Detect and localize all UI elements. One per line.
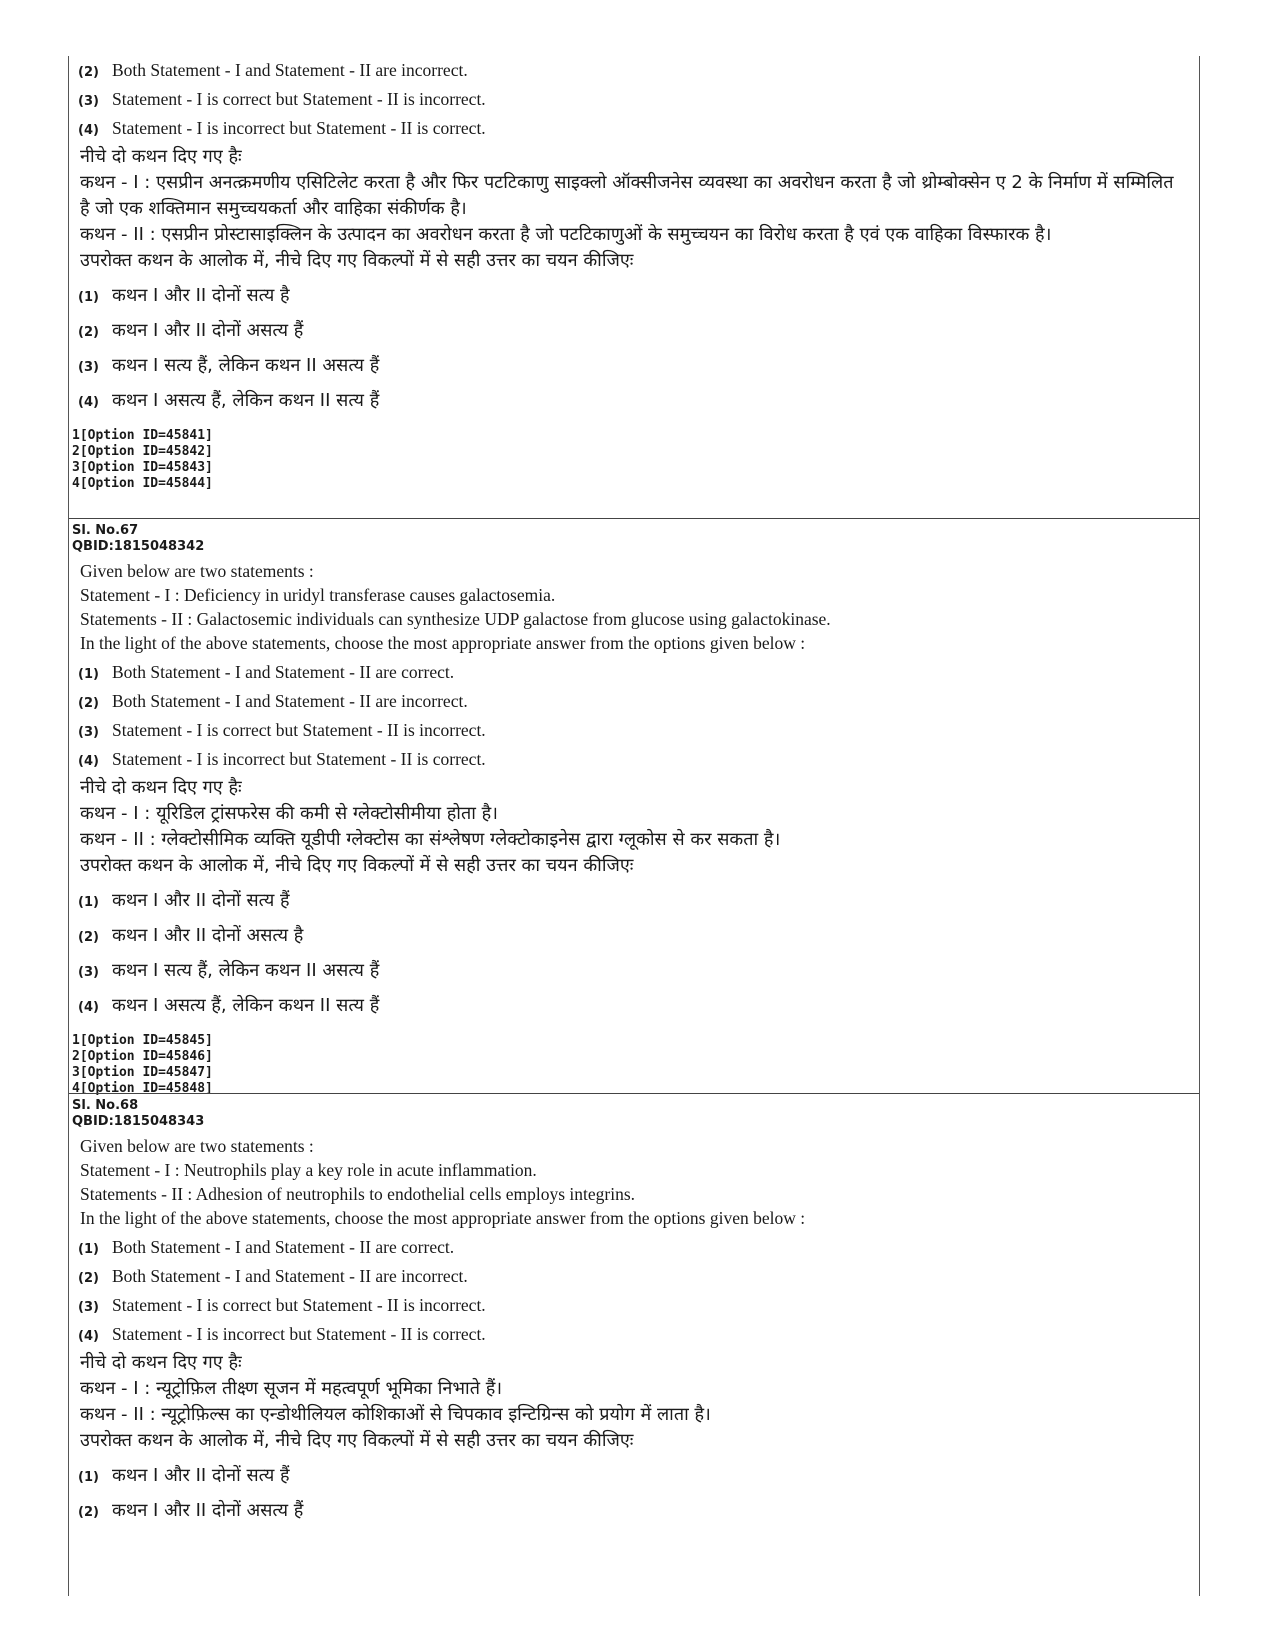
- option-en: (1) Both Statement - I and Statement - II are correct.: [78, 1237, 455, 1257]
- option-hi: (4) कथन I असत्य हैं, लेकिन कथन II सत्य हैं: [78, 390, 380, 411]
- option-hi: (3) कथन I सत्य हैं, लेकिन कथन II असत्य हैं: [78, 355, 380, 376]
- statement-2-hi: कथन - II : न्यूट्रोफ़िल्स का एन्डोथीलियल कोशिकाओं से चिपकाव इन्टिग्रिन्स को प्रयोग में लाता है।: [80, 1404, 711, 1425]
- serial-number: Sl. No.68: [72, 1098, 139, 1113]
- question-divider: [69, 1093, 1199, 1094]
- choose-hi: उपरोक्त कथन के आलोक में, नीचे दिए गए विकल्पों में से सही उत्तर का चयन कीजिएः: [80, 855, 634, 876]
- option-en: (4) Statement - I is incorrect but Statement - II is correct.: [78, 118, 486, 138]
- option-hi: (2) कथन I और II दोनों असत्य हैं: [78, 320, 304, 341]
- statement-2-en: Statements - II : Galactosemic individuals can synthesize UDP galactose from glucose using galactokinase.: [80, 609, 831, 629]
- option-hi: (1) कथन I और II दोनों सत्य है: [78, 285, 290, 306]
- statement-1-hi: कथन - I : यूरिडिल ट्रांसफरेस की कमी से ग्लेक्टोसीमीया होता है।: [80, 803, 498, 824]
- qbid: QBID:1815048343: [72, 1114, 205, 1129]
- intro-en: Given below are two statements :: [80, 561, 314, 581]
- choose-hi: उपरोक्त कथन के आलोक में, नीचे दिए गए विकल्पों में से सही उत्तर का चयन कीजिएः: [80, 250, 634, 271]
- choose-en: In the light of the above statements, choose the most appropriate answer from the options given below :: [80, 633, 806, 653]
- question-divider: [69, 518, 1199, 519]
- intro-en: Given below are two statements :: [80, 1136, 314, 1156]
- question-67: [69, 523, 1199, 1097]
- option-en: (3) Statement - I is correct but Statement - II is incorrect.: [78, 89, 486, 109]
- option-en: (4) Statement - I is incorrect but Statement - II is correct.: [78, 749, 486, 769]
- qbid: QBID:1815048342: [72, 539, 205, 554]
- option-hi: (1) कथन I और II दोनों सत्य हैं: [78, 1465, 290, 1486]
- option-id: 4[Option ID=45844]: [72, 476, 213, 491]
- statement-1-en: Statement - I : Deficiency in uridyl transferase causes galactosemia.: [80, 585, 556, 605]
- statement-1-hi: कथन - I : न्यूट्रोफ़िल तीक्ष्ण सूजन में महत्वपूर्ण भूमिका निभाते हैं।: [80, 1378, 503, 1399]
- option-id: 1[Option ID=45841]: [72, 428, 213, 443]
- option-hi: (3) कथन I सत्य हैं, लेकिन कथन II असत्य हैं: [78, 960, 380, 981]
- question-sheet: [68, 56, 1200, 1596]
- option-en: (3) Statement - I is correct but Statement - II is incorrect.: [78, 720, 486, 740]
- statement-1-en: Statement - I : Neutrophils play a key role in acute inflammation.: [80, 1160, 537, 1180]
- intro-hi: नीचे दो कथन दिए गए हैः: [80, 146, 242, 167]
- option-en: (2) Both Statement - I and Statement - II are incorrect.: [78, 60, 468, 80]
- statement-2-en: Statements - II : Adhesion of neutrophils to endothelial cells employs integrins.: [80, 1184, 636, 1204]
- option-hi: (4) कथन I असत्य हैं, लेकिन कथन II सत्य हैं: [78, 995, 380, 1016]
- option-en: (1) Both Statement - I and Statement - II are correct.: [78, 662, 455, 682]
- intro-hi: नीचे दो कथन दिए गए हैः: [80, 1352, 242, 1373]
- option-id: 4[Option ID=45848]: [72, 1081, 213, 1096]
- statement-1-hi: कथन - I : एसप्रीन अनत्क्रमणीय एसिटिलेट करता है और फिर पटटिकाणु साइक्लो ऑक्सीजनेस व्यवस्था का अवरोधन करता है जो थ्रोम्बोक्सेन ए 2 के निर्माण में सम्मिलित है जो एक शक्तिमान समुच्चयकर्ता और वाहिका संकीर्णक है।: [80, 172, 1174, 219]
- option-hi: (2) कथन I और II दोनों असत्य हैं: [78, 1500, 304, 1521]
- option-hi: (1) कथन I और II दोनों सत्य हैं: [78, 890, 290, 911]
- option-en: (4) Statement - I is incorrect but Statement - II is correct.: [78, 1324, 486, 1344]
- option-id: 2[Option ID=45842]: [72, 444, 213, 459]
- statement-2-hi: कथन - II : ग्लेक्टोसीमिक व्यक्ति यूडीपी ग्लेक्टोस का संश्लेषण ग्लेक्टोकाइनेस द्वारा ग्लूकोस से कर सकता है।: [80, 829, 781, 850]
- option-id: 1[Option ID=45845]: [72, 1033, 213, 1048]
- option-id: 2[Option ID=45846]: [72, 1049, 213, 1064]
- serial-number: Sl. No.67: [72, 523, 139, 538]
- option-en: (2) Both Statement - I and Statement - II are incorrect.: [78, 1266, 468, 1286]
- statement-2-hi: कथन - II : एसप्रीन प्रोस्टासाइक्लिन के उत्पादन का अवरोधन करता है जो पटटिकाणुओं के समुच्चयन का विरोध करता है एवं एक वाहिका विस्फारक है।: [80, 224, 1052, 245]
- option-hi: (2) कथन I और II दोनों असत्य है: [78, 925, 304, 946]
- question-68: [69, 1098, 1199, 1528]
- option-en: (2) Both Statement - I and Statement - II are incorrect.: [78, 691, 468, 711]
- choose-en: In the light of the above statements, choose the most appropriate answer from the options given below :: [80, 1208, 806, 1228]
- option-id: 3[Option ID=45847]: [72, 1065, 213, 1080]
- intro-hi: नीचे दो कथन दिए गए हैः: [80, 777, 242, 798]
- option-en: (3) Statement - I is correct but Statement - II is incorrect.: [78, 1295, 486, 1315]
- choose-hi: उपरोक्त कथन के आलोक में, नीचे दिए गए विकल्पों में से सही उत्तर का चयन कीजिएः: [80, 1430, 634, 1451]
- option-id: 3[Option ID=45843]: [72, 460, 213, 475]
- question-66-continued: [69, 56, 1199, 492]
